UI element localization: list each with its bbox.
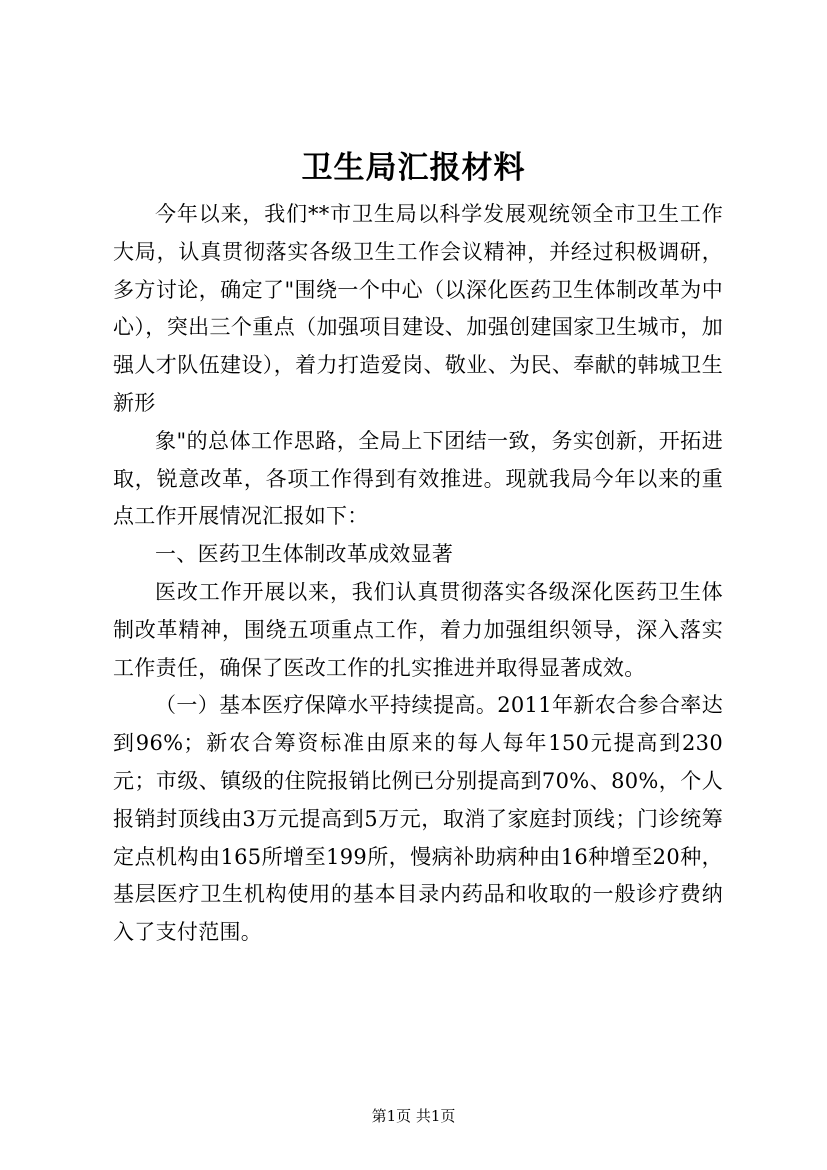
document-body [113, 196, 723, 952]
document-title: 卫生局汇报材料 [301, 150, 526, 186]
paragraph-medical-insurance: （一）基本医疗保障水平持续提高。2011年新农合参合率达到96%；新农合筹资标准由原来的每人每年150元提高到230元；市级、镇级的住院报销比例已分别提高到70%、80%，个人报销封顶线由3万元提高到5万元，取消了家庭封顶线；门诊统筹定点机构由165所增至199所，慢病补助病种由16种增至20种，基层医疗卫生机构使用的基本目录内药品和收取的一般诊疗费纳入了支付范围。 [113, 693, 723, 945]
paragraph-work-approach: 象"的总体工作思路，全局上下团结一致，务实创新，开拓进取，锐意改革，各项工作得到有效推进。现就我局今年以来的重点工作开展情况汇报如下： [113, 428, 723, 529]
section-heading-reform: 一、医药卫生体制改革成效显著 [155, 542, 454, 567]
page-footer: 第1页 共1页 [371, 1107, 456, 1125]
paragraph-intro: 今年以来，我们**市卫生局以科学发展观统领全市卫生工作大局，认真贯彻落实各级卫生工作会议精神，并经过积极调研，多方讨论，确定了"围绕一个中心（以深化医药卫生体制改革为中心），突出三个重点（加强项目建设、加强创建国家卫生城市，加强人才队伍建设），着力打造爱岗、敬业、为民、奉献的韩城卫生新形 [113, 202, 723, 415]
paragraph-reform-overview: 医改工作开展以来，我们认真贯彻落实各级深化医药卫生体制改革精神，围绕五项重点工作，着力加强组织领导，深入落实工作责任，确保了医改工作的扎实推进并取得显著成效。 [113, 579, 723, 680]
